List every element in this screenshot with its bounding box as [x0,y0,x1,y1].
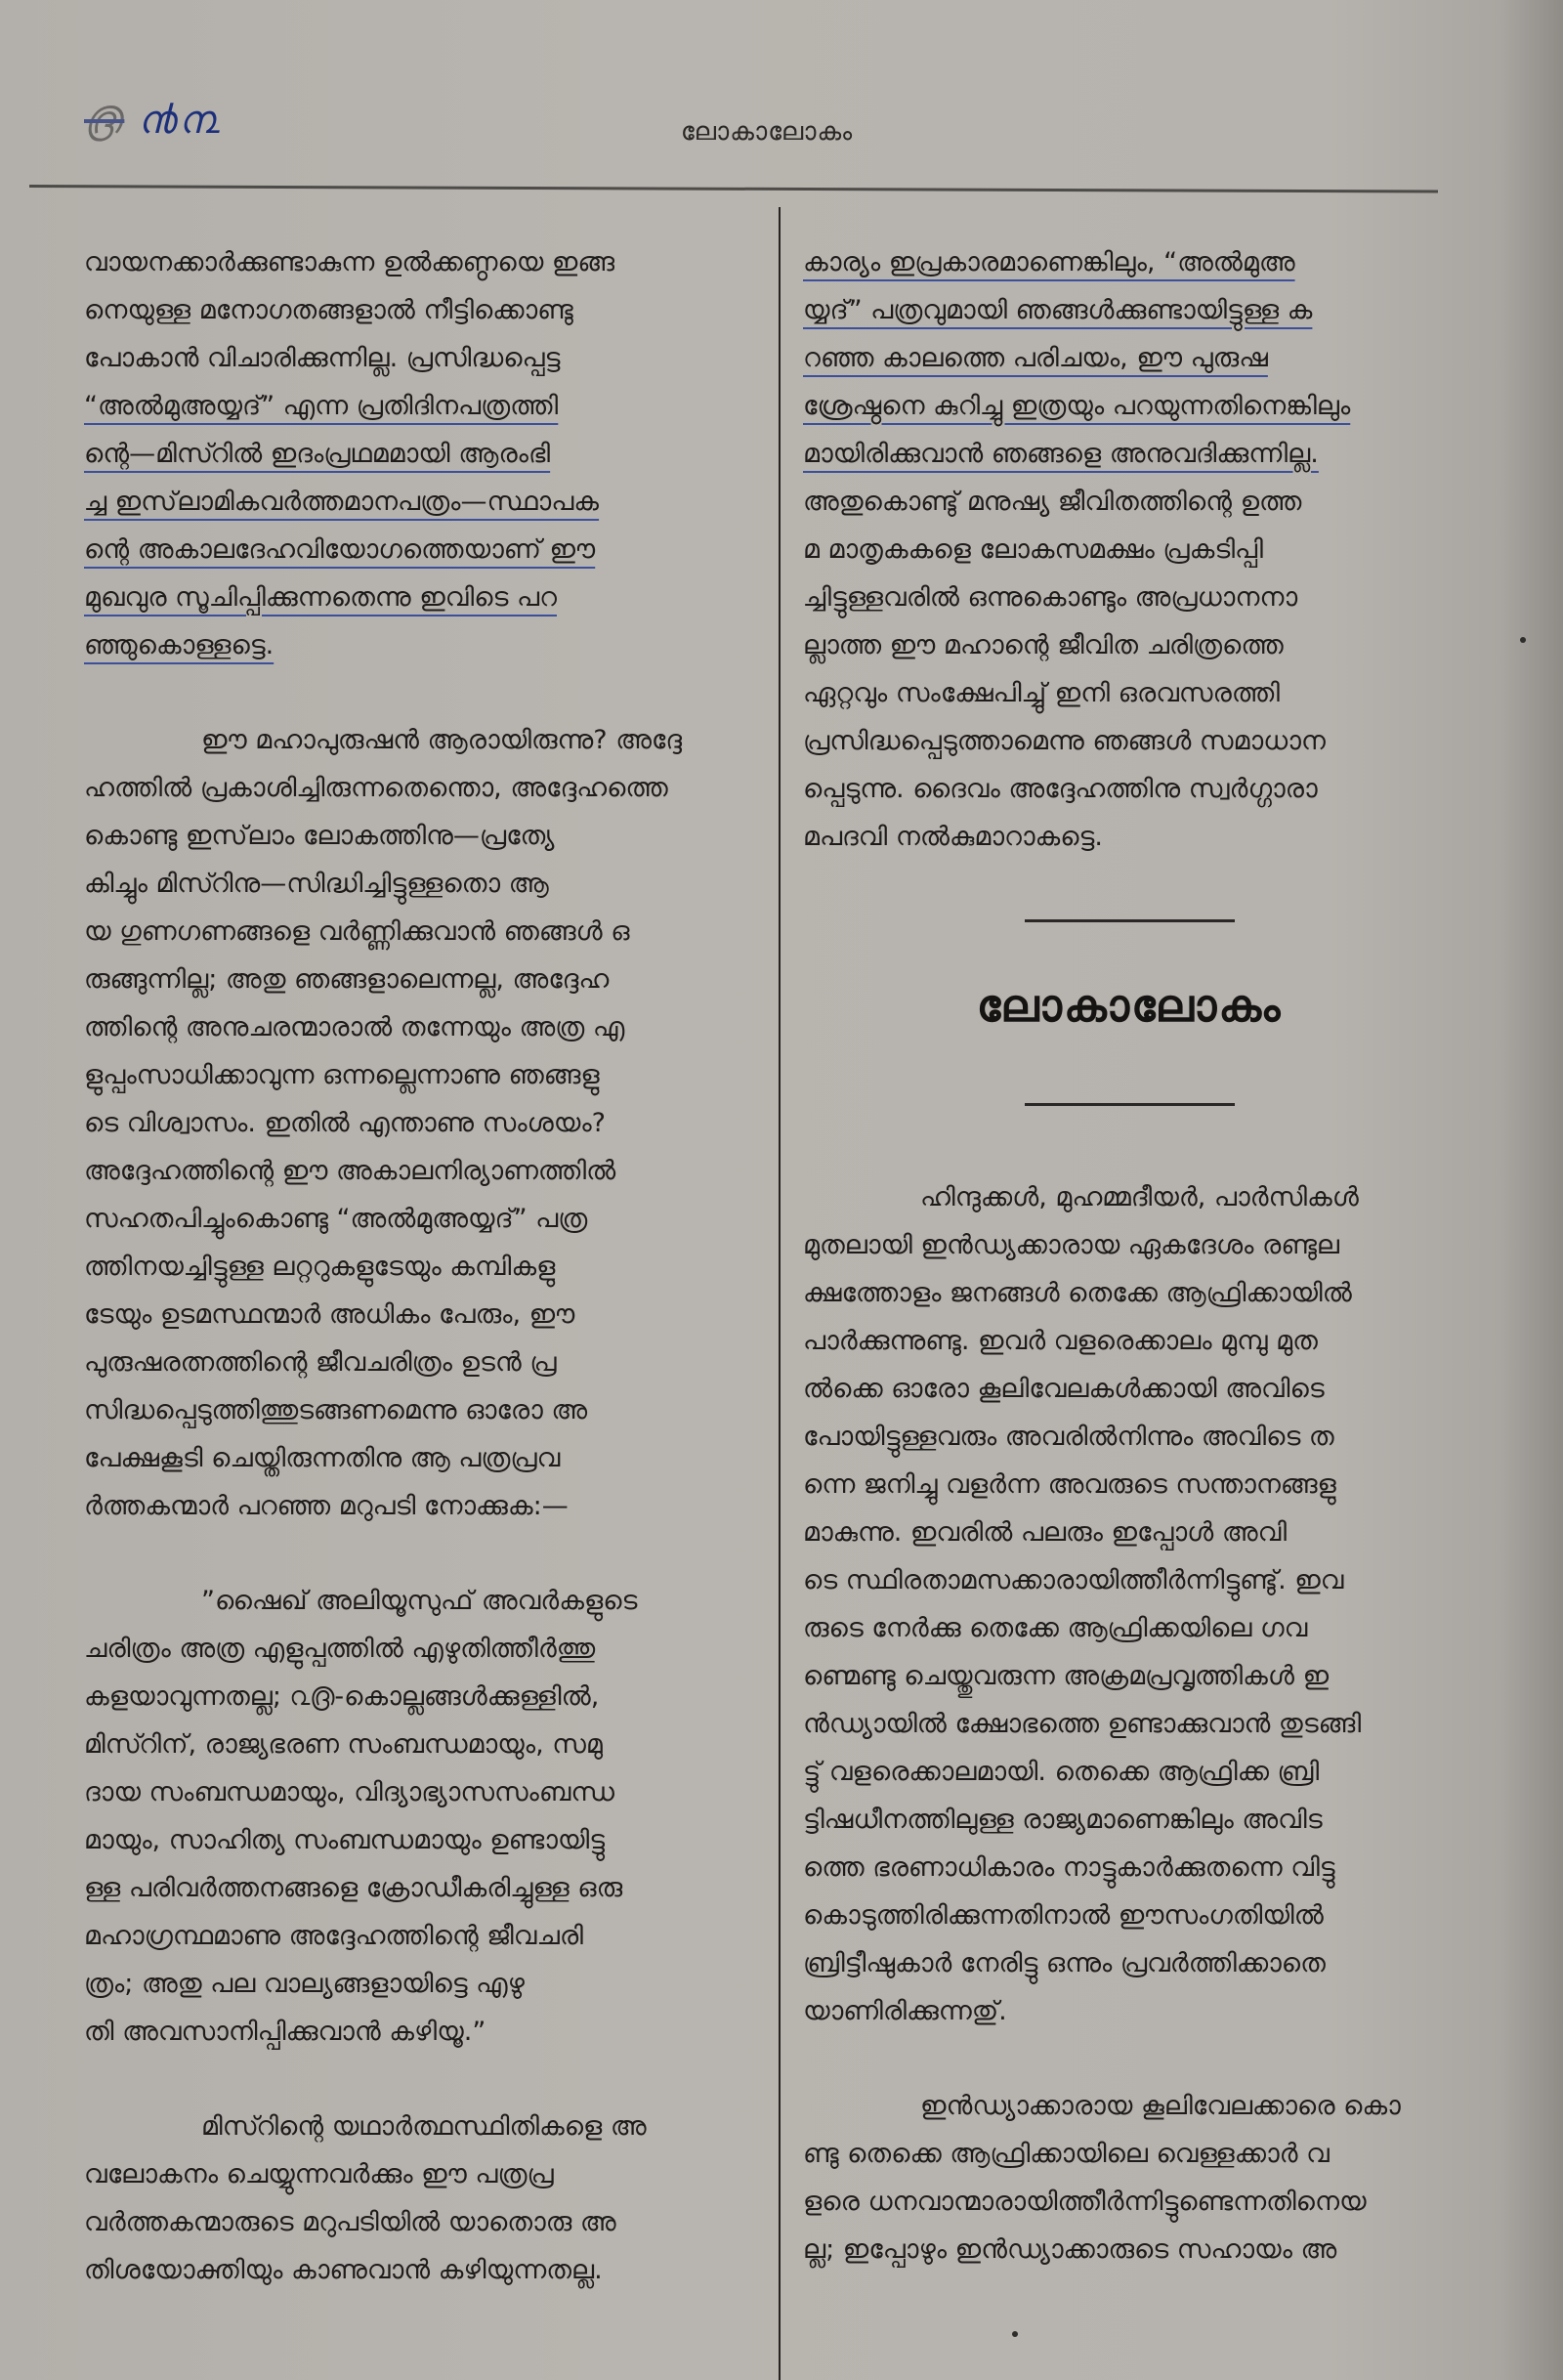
text-line: പ്പെടുന്നു. ദൈവം അദ്ദേഹത്തിനു സ്വർഗ്ഗാരാ [803,774,1318,804]
paragraph-who-was-he [84,716,717,1530]
page-number-handwritten: ൯൩ [138,98,224,143]
text-line: കൊണ്ടു ഇസ്‌ലാം ലോകത്തിനു—പ്രത്യേ [84,821,555,851]
page-number-struck: ൫ [84,98,125,143]
text-line: ണ്മെണ്ടു ചെയ്തുവരുന്ന അക്രമപ്രവൃത്തികൾ ഇ [803,1661,1330,1691]
text-line-underlined: മുഖവുര സൂചിപ്പിക്കുന്നതെന്നു ഇവിടെ പറ [84,582,557,613]
section-rule-bottom [1025,1103,1235,1106]
text-line: ബ്രിട്ടീഷുകാർ നേരിട്ടു ഒന്നും പ്രവർത്തിക്കാതെ [803,1948,1326,1978]
text-line: പോകാൻ വിചാരിക്കുന്നില്ല. പ്രസിദ്ധപ്പെട്ട [84,343,561,373]
text-line-underlined: “അൽമുഅയ്യദ്” എന്ന പ്രതിദിനപത്രത്തി [84,391,559,421]
text-line: ടേയും ഉടമസ്ഥന്മാർ അധികം പേരും, ഈ [84,1299,575,1330]
text-line: പാർക്കുന്നുണ്ടു. ഇവർ വളരെക്കാലം മുമ്പു മുത [803,1326,1318,1356]
paragraph-indian-labourers [803,2082,1456,2274]
text-line: ല്ലാത്ത ഈ മഹാന്റെ ജീവിത ചരിത്രത്തെ [803,630,1284,660]
text-line: ത്തെ ഭരണാധികാരം നാട്ടുകാർക്കുതന്നെ വിട്ടു [803,1852,1335,1883]
text-line: വലോകനം ചെയ്യുന്നവർക്കും ഈ പത്രപ്ര [84,2159,554,2189]
text-line: കിച്ചും മിസ്റിനു—സിദ്ധിച്ചിട്ടുള്ളതൊ ആ [84,869,549,899]
section-title: ലോകാലോകം [976,979,1283,1032]
text-line: സഹതപിച്ചുംകൊണ്ടു “അൽമുഅയ്യദ്” പത്ര [84,1204,588,1234]
text-line: ഹിന്ദുക്കൾ, മുഹമ്മദീയർ, പാർസികൾ [920,1182,1359,1212]
text-line: മുതലായി ഇൻഡ്യക്കാരായ ഏകദേശം രണ്ടുല [803,1230,1339,1260]
text-line-underlined: ശ്രേഷ്ഠനെ കുറിച്ചു ഇത്രയും പറയുന്നതിനെങ്കിലും [803,391,1351,421]
text-line: ”ഷൈഖ് അലിയൂസുഫ് അവർകളുടെ [201,1586,638,1616]
text-line-underlined: കാര്യം ഇപ്രകാരമാണെങ്കിലും, “അൽമുഅ [803,247,1295,277]
text-line: ത്രം; അതു പല വാല്യങ്ങളായിട്ടെ എഴു [84,1969,525,1999]
text-line: ഹത്തിൽ പ്രകാശിച്ചിരുന്നതെന്തൊ, അദ്ദേഹത്തെ [84,773,668,803]
text-line: വർത്തകന്മാരുടെ മറുപടിയിൽ യാതൊരു അ [84,2207,616,2237]
text-line: സിദ്ധപ്പെടുത്തിത്തുടങ്ങണമെന്നു ഓരോ അ [84,1395,588,1425]
header-rule [29,185,1438,193]
text-line-underlined: ഞ്ഞുകൊള്ളട്ടെ. [84,630,275,660]
text-line: തി അവസാനിപ്പിക്കുവാൻ കഴിയൂ.” [84,2017,486,2047]
paragraph-conclusion [84,2103,717,2294]
text-line: ചരിത്രം അത്ര എളുപ്പത്തിൽ എഴുതിത്തീർത്തു [84,1634,596,1664]
text-line: മാകുന്നു. ഇവരിൽ പലരും ഇപ്പോൾ അവി [803,1517,1288,1548]
text-line: ട്ടു് വളരെക്കാലമായി. തെക്കെ ആഫ്രിക്ക ബ്രി [803,1757,1320,1787]
text-line: കളയാവുന്നതല്ല; ൨൫-കൊല്ലങ്ങൾക്കുള്ളിൽ, [84,1681,600,1712]
text-line: ക്ഷത്തോളം ജനങ്ങൾ തെക്കേ ആഫ്രിക്കായിൽ [803,1278,1352,1308]
left-column [84,238,717,2294]
text-line: വായനക്കാർക്കുണ്ടാകുന്ന ഉൽക്കണ്ഠയെ ഇങ്ങ [84,247,615,277]
text-line: ടെ വിശ്വാസം. ഇതിൽ എന്താണു സംശയം? [84,1108,607,1138]
text-line: യാണിരിക്കുന്നതു്. [803,1996,1007,2026]
text-line-underlined: റഞ്ഞ കാലത്തെ പരിചയം, ഈ പുരുഷ [803,343,1268,373]
text-line: ള്ള പരിവർത്തനങ്ങളെ ക്രോഡീകരിച്ചുള്ള ഒരു [84,1873,623,1903]
text-line: മഹാഗ്രന്ഥമാണു അദ്ദേഹത്തിന്റെ ജീവചരി [84,1921,583,1951]
section-heading-block [803,861,1456,1173]
text-line: മായും, സാഹിത്യ സംബന്ധമായും ഉണ്ടായിട്ടു [84,1825,606,1855]
text-line: പോയിട്ടുള്ളവരും അവരിൽനിന്നും അവിടെ ത [803,1422,1334,1452]
text-line: ഈ മഹാപുരുഷൻ ആരായിരുന്നു? അദ്ദേ [201,725,683,755]
ink-speck [1012,2331,1018,2337]
text-line-underlined: യ്യദ്” പത്രവുമായി ഞങ്ങൾക്കുണ്ടായിട്ടുള്ള ക [803,295,1313,325]
text-line: ണ്ടു തെക്കെ ആഫ്രിക്കായിലെ വെള്ളക്കാർ വ [803,2139,1330,2169]
text-line: ൽക്കെ ഓരോ കൂലിവേലകൾക്കായി അവിടെ [803,1374,1325,1404]
text-line: പേക്ഷകൂടി ചെയ്തിരുന്നതിനു ആ പത്രപ്രവ [84,1443,561,1473]
paragraph-intro [84,238,717,669]
text-line: ത്തിന്റെ അനുചരന്മാരാൽ തന്നേയും അത്ര എ [84,1012,625,1042]
text-line: മിസ്റിന്, രാജ്യഭരണ സംബന്ധമായും, സമു [84,1729,603,1760]
paragraph-continuation [803,238,1456,861]
text-line-underlined: ന്റെ അകാലദേഹവിയോഗത്തെയാണ് ഈ [84,534,596,565]
text-line: രുടെ നേർക്കു തെക്കേ ആഫ്രിക്കയിലെ ഗവ [803,1613,1308,1643]
text-line: കൊടുത്തിരിക്കുന്നതിനാൽ ഈസംഗതിയിൽ [803,1900,1324,1931]
text-line: ഏറ്റവും സംക്ഷേപിച്ചു് ഇനി ഒരവസരത്തി [803,678,1281,708]
ink-speck [1520,637,1526,643]
text-line-underlined: ച്ച ഇസ്‌ലാമികവർത്തമാനപത്രം—സ്ഥാപക [84,487,600,517]
text-line: ടെ സ്ഥിരതാമസക്കാരായിത്തീർന്നിട്ടുണ്ടു്. ഇവ [803,1565,1344,1595]
text-line: മിസ്റിന്റെ യഥാർത്ഥസ്ഥിതികളെ അ [201,2111,647,2142]
text-line: ൻഡ്യായിൽ ക്ഷോഭത്തെ ഉണ്ടാക്കുവാൻ തുടങ്ങി [803,1709,1362,1739]
text-line: തിശയോക്തിയും കാണുവാൻ കഴിയുന്നതല്ല. [84,2255,603,2285]
text-line: ട്ടിഷധീനത്തിലുള്ള രാജ്യമാണെങ്കിലും അവിട [803,1805,1323,1835]
text-line: ളരെ ധനവാന്മാരായിത്തീർന്നിട്ടുണ്ടെന്നതിനെയ [803,2187,1367,2217]
text-line: മ മാതൃകകളെ ലോകസമക്ഷം പ്രകടിപ്പി [803,534,1264,565]
text-line: ച്ചിട്ടുള്ളവരിൽ ഒന്നുകൊണ്ടും അപ്രധാനനാ [803,582,1298,613]
paragraph-quotation [84,1577,717,2056]
text-line: പുരുഷരത്നത്തിന്റെ ജീവചരിത്രം ഉടൻ പ്ര [84,1347,557,1378]
text-line-underlined: ന്റെ—മിസ്റിൽ ഇദംപ്രഥമമായി ആരംഭി [84,439,551,469]
text-line: ദായ സംബന്ധമായും, വിദ്യാഭ്യാസസംബന്ധ [84,1777,614,1807]
text-line: അദ്ദേഹത്തിന്റെ ഈ അകാലനിര്യാണത്തിൽ [84,1156,616,1186]
text-line: ന്നെ ജനിച്ചു വളർന്ന അവരുടെ സന്താനങ്ങളു [803,1469,1336,1500]
section-rule-top [1025,919,1235,922]
text-line: മപദവി നൽകുമാറാകട്ടെ. [803,822,1103,852]
column-divider [779,207,781,2380]
text-line: ഇൻഡ്യാക്കാരായ കൂലിവേലക്കാരെ കൊ [920,2091,1401,2121]
text-line: ളുപ്പംസാധിക്കാവുന്ന ഒന്നല്ലെന്നാണു ഞങ്ങളു [84,1060,600,1090]
text-line: ല്ല; ഇപ്പോഴും ഇൻഡ്യാക്കാരുടെ സഹായം അ [803,2234,1337,2265]
text-line: ത്തിനയച്ചിട്ടുള്ള ലറ്ററുകളുടേയും കമ്പികളു [84,1252,556,1282]
text-line-underlined: മായിരിക്കുവാൻ ഞങ്ങളെ അനുവദിക്കുന്നില്ല. [803,439,1319,469]
right-column [803,238,1456,2274]
text-line: നെയുള്ള മനോഗതങ്ങളാൽ നീട്ടിക്കൊണ്ടു [84,295,573,325]
text-line: അതുകൊണ്ടു് മനുഷ്യ ജീവിതത്തിന്റെ ഉത്ത [803,487,1302,517]
text-line: പ്രസിദ്ധപ്പെടുത്താമെന്നു ഞങ്ങൾ സമാധാന [803,726,1326,756]
text-line: രുങ്ങുന്നില്ല; അതു ഞങ്ങളാലെന്നല്ല, അദ്ദേഹ [84,964,610,995]
text-line: യ ഗുണഗണങ്ങളെ വർണ്ണിക്കുവാൻ ഞങ്ങൾ ഒ [84,916,630,947]
running-title: ലോകാലോകം [680,117,854,147]
text-line: ർത്തകന്മാർ പറഞ്ഞ മറുപടി നോക്കുക:— [84,1491,569,1521]
paragraph-south-africa [803,1173,1456,2035]
